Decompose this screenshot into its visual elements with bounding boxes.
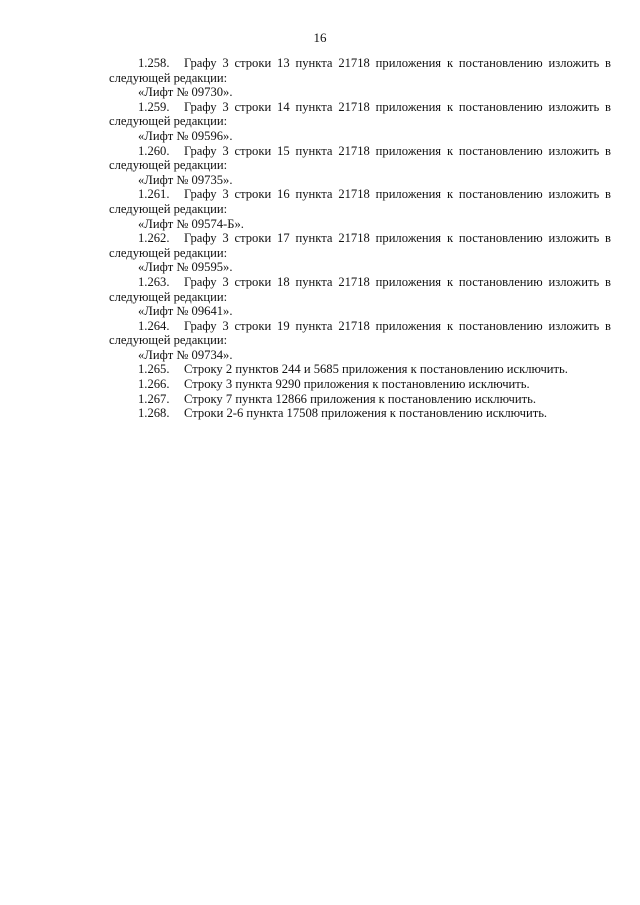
item-number: 1.264. — [138, 318, 170, 333]
item-text: Графу 3 строки 17 пункта 21718 приложения к постановлению изложить в следующей редакции: — [109, 231, 611, 260]
list-item — [109, 275, 611, 319]
document-body — [109, 56, 611, 421]
item-quote: «Лифт № 09735». — [138, 172, 233, 187]
list-item — [109, 56, 611, 100]
item-text: Строки 2-6 пункта 17508 приложения к постановлению исключить. — [184, 406, 548, 421]
item-paragraph — [109, 319, 611, 348]
item-text: Графу 3 строки 16 пункта 21718 приложения к постановлению изложить в следующей редакции: — [109, 187, 611, 216]
item-number: 1.267. — [138, 391, 170, 406]
item-quote: «Лифт № 09596». — [138, 128, 233, 143]
item-number: 1.266. — [138, 377, 170, 392]
item-text: Строку 7 пункта 12866 приложения к постановлению исключить. — [184, 391, 536, 406]
item-quote: «Лифт № 09730». — [138, 85, 233, 100]
item-number: 1.261. — [138, 187, 170, 202]
item-quote: «Лифт № 09734». — [138, 347, 233, 362]
item-number: 1.265. — [138, 362, 170, 377]
item-text: Графу 3 строки 15 пункта 21718 приложения к постановлению изложить в следующей редакции: — [109, 143, 611, 173]
list-item — [109, 406, 611, 421]
item-number: 1.260. — [138, 143, 170, 158]
item-paragraph — [109, 275, 611, 304]
item-paragraph — [109, 377, 611, 392]
list-item — [109, 231, 611, 275]
list-item — [109, 362, 611, 377]
item-text: Строку 2 пунктов 244 и 5685 приложения к постановлению исключить. — [184, 362, 568, 377]
item-number: 1.259. — [138, 99, 170, 114]
item-number: 1.263. — [138, 274, 170, 289]
item-text: Графу 3 строки 19 пункта 21718 приложения к постановлению изложить в следующей редакции: — [109, 318, 611, 348]
item-quote: «Лифт № 09595». — [138, 260, 233, 275]
item-paragraph — [109, 144, 611, 173]
item-number: 1.258. — [138, 56, 170, 70]
list-item — [109, 319, 611, 363]
item-number: 1.268. — [138, 406, 170, 421]
list-item — [109, 377, 611, 392]
page-number: 16 — [313, 30, 327, 45]
list-item — [109, 144, 611, 188]
item-paragraph — [109, 406, 611, 421]
item-paragraph — [109, 231, 611, 260]
list-item — [109, 100, 611, 144]
list-item — [109, 187, 611, 231]
item-paragraph — [109, 392, 611, 407]
item-quote: «Лифт № 09574-Б». — [138, 216, 244, 231]
item-paragraph — [109, 100, 611, 129]
item-text: Графу 3 строки 18 пункта 21718 приложения к постановлению изложить в следующей редакции: — [109, 274, 611, 304]
item-number: 1.262. — [138, 231, 170, 246]
item-text: Графу 3 строки 13 пункта 21718 приложения к постановлению изложить в следующей редакции: — [109, 56, 611, 85]
item-paragraph — [109, 56, 611, 85]
list-item — [109, 392, 611, 407]
item-text: Строку 3 пункта 9290 приложения к постановлению исключить. — [184, 377, 530, 392]
item-text: Графу 3 строки 14 пункта 21718 приложения к постановлению изложить в следующей редакции: — [109, 99, 611, 129]
item-paragraph — [109, 187, 611, 216]
item-quote: «Лифт № 09641». — [138, 304, 233, 319]
item-paragraph — [109, 362, 611, 377]
